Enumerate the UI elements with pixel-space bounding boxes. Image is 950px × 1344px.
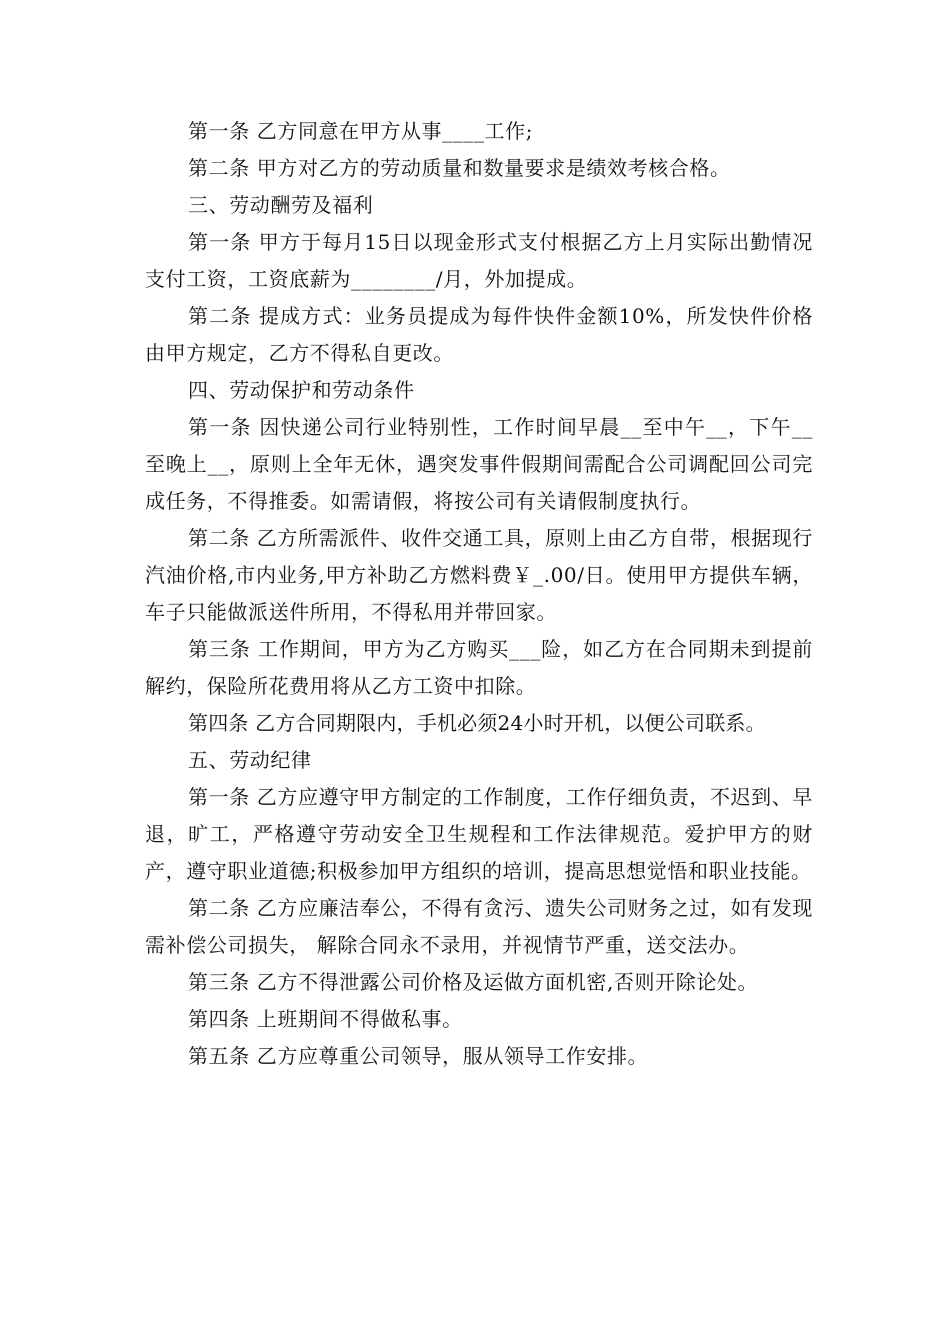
clause-paragraph: 第四条 上班期间不得做私事。 — [188, 1007, 463, 1031]
section-heading: 三、劳动酬劳及福利 — [188, 193, 374, 217]
clause-paragraph: 第二条 乙方应廉洁奉公，不得有贪污、遗失公司财务之过，如有发现需补偿公司损失， 解除合同永不录用，并视情节严重，送交法办。 — [145, 896, 813, 957]
clause-paragraph: 第一条 甲方于每月15日以现金形式支付根据乙方上月实际出勤情况支付工资，工资底薪为________/月，外加提成。 — [145, 230, 813, 291]
section-heading: 四、劳动保护和劳动条件 — [188, 378, 415, 402]
clause-paragraph: 第三条 乙方不得泄露公司价格及运做方面机密,否则开除论处。 — [188, 970, 759, 994]
clause-paragraph: 第二条 乙方所需派件、收件交通工具，原则上由乙方自带，根据现行汽油价格,市内业务,甲方补助乙方燃料费￥_.00/日。使用甲方提供车辆，车子只能做派送件所用，不得私用并带回家。 — [145, 526, 813, 624]
clause-paragraph: 第二条 甲方对乙方的劳动质量和数量要求是绩效考核合格。 — [188, 156, 731, 180]
clause-paragraph: 第五条 乙方应尊重公司领导，服从领导工作安排。 — [188, 1044, 649, 1068]
clause-paragraph: 第一条 因快递公司行业特别性，工作时间早晨__至中午__，下午__至晚上__，原则上全年无休，遇突发事件假期间需配合公司调配回公司完成任务，不得推委。如需请假，将按公司有关请假制度执行。 — [145, 415, 813, 513]
clause-paragraph: 第二条 提成方式：业务员提成为每件快件金额10%，所发快件价格由甲方规定，乙方不得私自更改。 — [145, 304, 813, 365]
clause-paragraph: 第一条 乙方应遵守甲方制定的工作制度，工作仔细负责，不迟到、早退，旷工，严格遵守劳动安全卫生规程和工作法律规范。爱护甲方的财产，遵守职业道德;积极参加甲方组织的培训，提高思想觉悟和职业技能。 — [145, 785, 813, 883]
clause-paragraph: 第四条 乙方合同期限内，手机必须24小时开机，以便公司联系。 — [188, 711, 766, 735]
clause-paragraph: 第一条 乙方同意在甲方从事____工作; — [188, 119, 534, 143]
clause-paragraph: 第三条 工作期间，甲方为乙方购买___险，如乙方在合同期未到提前解约，保险所花费用将从乙方工资中扣除。 — [145, 637, 813, 698]
document-body — [145, 113, 813, 1075]
section-heading: 五、劳动纪律 — [188, 748, 312, 772]
